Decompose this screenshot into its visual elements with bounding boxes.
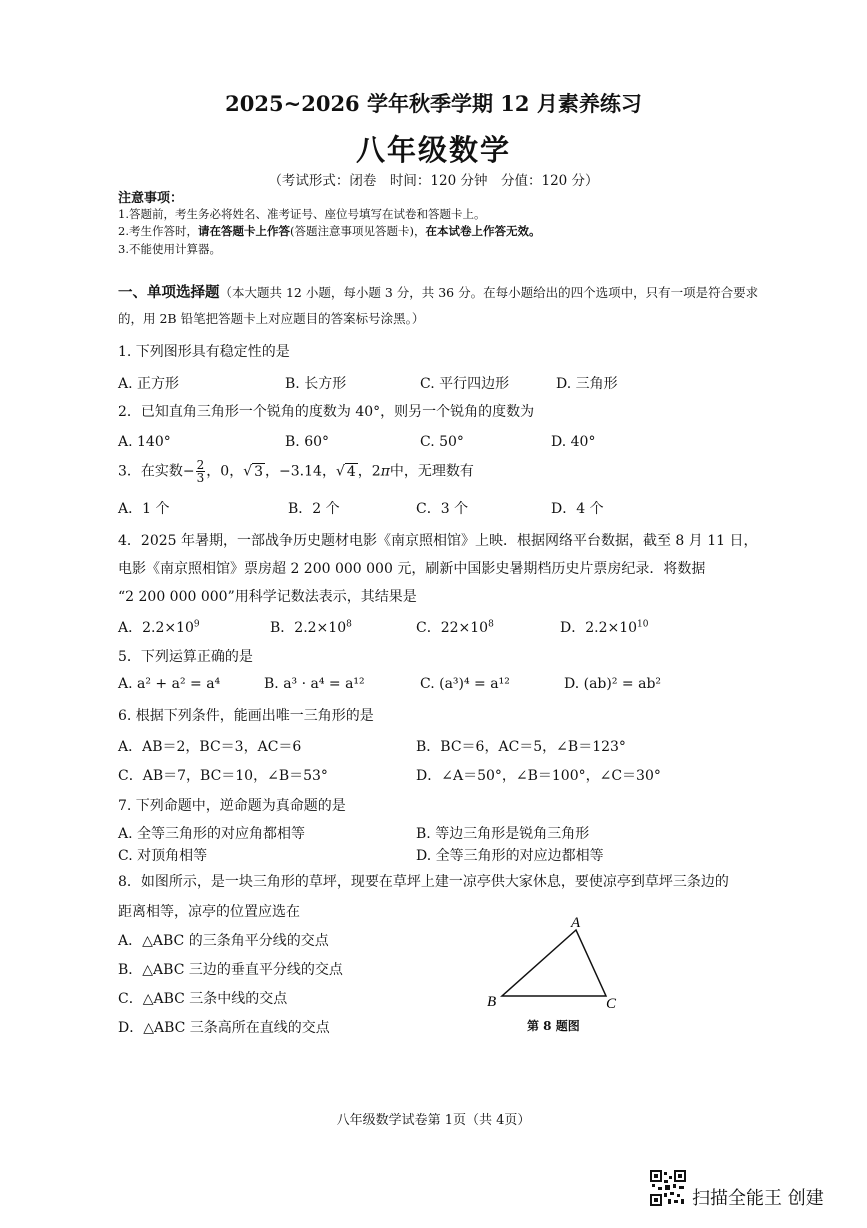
q4-d-base: D．2.2×10 xyxy=(560,620,638,636)
notice-item-2-b: 请在答题卡上作答 xyxy=(197,224,290,238)
question-1-option-b: B. 长方形 xyxy=(285,376,347,392)
q3-pi: π xyxy=(380,463,390,480)
triangle-abc xyxy=(502,930,606,996)
question-4-option-d xyxy=(560,617,649,637)
question-1-option-d: D. 三角形 xyxy=(556,376,618,392)
question-5-option-c: C. (a³)⁴ = a¹² xyxy=(420,676,510,692)
notice-item-2-d: 在本试卷上作答无效。 xyxy=(425,224,541,238)
q3-suffix: 中，无理数有 xyxy=(389,463,474,480)
question-5-stem: 5．下列运算正确的是 xyxy=(118,649,253,665)
notice-item-2-c: (答题注意事项见答题卡)， xyxy=(289,224,426,238)
sqrt-symbol-1: √ xyxy=(243,463,253,480)
exam-title: 2025~2026 学年秋季学期 12 月素养练习 xyxy=(225,91,642,116)
question-1-stem: 1. 下列图形具有稳定性的是 xyxy=(118,344,290,360)
question-4-option-c xyxy=(416,617,494,637)
question-6-option-b: B．BC＝6，AC＝5，∠B＝123° xyxy=(416,739,626,755)
question-7-option-b: B. 等边三角形是锐角三角形 xyxy=(416,826,590,842)
triangle-figure xyxy=(480,910,630,1015)
notice-item-1: 1.答题前，考生务必将姓名、准考证号、座位号填写在试卷和答题卡上。 xyxy=(118,207,486,221)
question-3-option-a: A．1 个 xyxy=(118,501,170,517)
question-2-option-b: B. 60° xyxy=(285,434,330,450)
question-6-option-a: A．AB＝2，BC＝3，AC＝6 xyxy=(118,739,302,755)
q3-frac-den: 3 xyxy=(196,471,205,485)
question-3-option-b: B．2 个 xyxy=(288,501,340,517)
question-6-stem: 6. 根据下列条件，能画出唯一三角形的是 xyxy=(118,708,374,724)
section-desc-1: （本大题共 12 小题，每小题 3 分，共 36 分。在每小题给出的四个选项中，只有一项是符合要求 xyxy=(219,285,759,300)
question-5-option-a: A. a² + a² = a⁴ xyxy=(118,676,221,692)
section-heading xyxy=(118,281,758,302)
question-5-option-d: D. (ab)² = ab² xyxy=(564,676,662,692)
question-7-option-c: C. 对顶角相等 xyxy=(118,848,208,864)
q3-mid3: ，2 xyxy=(357,463,381,480)
question-8-line-1: 8．如图所示，是一块三角形的草坪，现要在草坪上建一凉亭供大家休息，要使凉亭到草坪三条边的 xyxy=(118,874,729,890)
question-1-option-c: C. 平行四边形 xyxy=(420,376,510,392)
q4-a-exp: 9 xyxy=(193,619,200,630)
question-4-option-b xyxy=(270,617,352,637)
notice-title: 注意事项： xyxy=(118,191,184,206)
vertex-label-a: A xyxy=(571,915,581,931)
q3-sqrt3: 3 xyxy=(254,463,264,480)
question-7-option-a: A. 全等三角形的对应角都相等 xyxy=(118,826,306,842)
q4-b-exp: 8 xyxy=(346,619,352,630)
question-4-line-2: 电影《南京照相馆》票房超 2 200 000 000 元，刷新中国影史暑期档历史片票房纪录．将数据 xyxy=(118,561,706,577)
scanner-brand: 扫描全能王 创建 xyxy=(692,1188,824,1209)
q4-a-base: A．2.2×10 xyxy=(118,620,194,636)
question-7-option-d: D. 全等三角形的对应边都相等 xyxy=(416,848,604,864)
question-8-option-a: A．△ABC 的三条角平分线的交点 xyxy=(118,933,329,949)
q3-prefix: 3．在实数− xyxy=(118,463,195,480)
q4-c-exp: 8 xyxy=(488,619,494,630)
notice-item-2-a: 2.考生作答时， xyxy=(118,224,198,238)
subject-title: 八年级数学 xyxy=(355,133,511,167)
question-8-line-2: 距离相等，凉亭的位置应选在 xyxy=(118,904,300,920)
q3-frac-num: 2 xyxy=(196,458,205,472)
q3-sqrt4: 4 xyxy=(346,463,356,480)
section-name: 一、单项选择题 xyxy=(118,284,220,301)
notice-item-2 xyxy=(118,223,540,239)
question-6-option-d: D．∠A＝50°，∠B＝100°，∠C＝30° xyxy=(416,768,661,784)
q4-b-base: B．2.2×10 xyxy=(270,620,347,636)
q3-mid1: ，0， xyxy=(206,463,244,480)
question-2-option-d: D. 40° xyxy=(551,434,596,450)
question-5-option-b: B. a³ · a⁴ = a¹² xyxy=(264,676,365,692)
question-7-stem: 7. 下列命题中，逆命题为真命题的是 xyxy=(118,798,346,814)
q3-fraction xyxy=(196,459,206,484)
question-6-option-c: C．AB＝7，BC＝10，∠B＝53° xyxy=(118,768,328,784)
sqrt-symbol-2: √ xyxy=(335,463,345,480)
question-2-option-c: C. 50° xyxy=(420,434,464,450)
question-3-stem xyxy=(118,459,474,484)
q4-d-exp: 10 xyxy=(637,619,649,630)
question-2-option-a: A. 140° xyxy=(118,434,171,450)
question-4-option-a xyxy=(118,617,200,637)
vertex-label-b: B xyxy=(487,994,497,1010)
figure-caption: 第 8 题图 xyxy=(527,1019,580,1033)
question-3-option-d: D．4 个 xyxy=(551,501,604,517)
question-8-option-c: C．△ABC 三条中线的交点 xyxy=(118,991,288,1007)
question-4-line-1: 4．2025 年暑期，一部战争历史题材电影《南京照相馆》上映．根据网络平台数据，截至 8 月 11 日， xyxy=(118,533,758,549)
notice-item-3: 3.不能使用计算器。 xyxy=(118,242,221,256)
question-1-option-a: A. 正方形 xyxy=(118,376,180,392)
qr-code-icon xyxy=(650,1170,686,1206)
exam-info: （考试形式：闭卷 时间：120 分钟 分值：120 分） xyxy=(268,173,599,189)
section-desc-2: 的，用 2B 铅笔把答题卡上对应题目的答案标号涂黑。） xyxy=(118,311,425,326)
question-8-option-b: B．△ABC 三边的垂直平分线的交点 xyxy=(118,962,343,978)
vertex-label-c: C xyxy=(606,996,617,1012)
q3-mid2: ，−3.14， xyxy=(265,463,336,480)
question-8-option-d: D．△ABC 三条高所在直线的交点 xyxy=(118,1020,330,1036)
question-2-stem: 2．已知直角三角形一个锐角的度数为 40°，则另一个锐角的度数为 xyxy=(118,404,535,420)
question-3-option-c: C．3 个 xyxy=(416,501,469,517)
q4-c-base: C．22×10 xyxy=(416,620,489,636)
page-footer: 八年级数学试卷第 1页（共 4页） xyxy=(336,1113,531,1128)
question-4-line-3: “2 200 000 000”用科学记数法表示，其结果是 xyxy=(118,589,417,605)
